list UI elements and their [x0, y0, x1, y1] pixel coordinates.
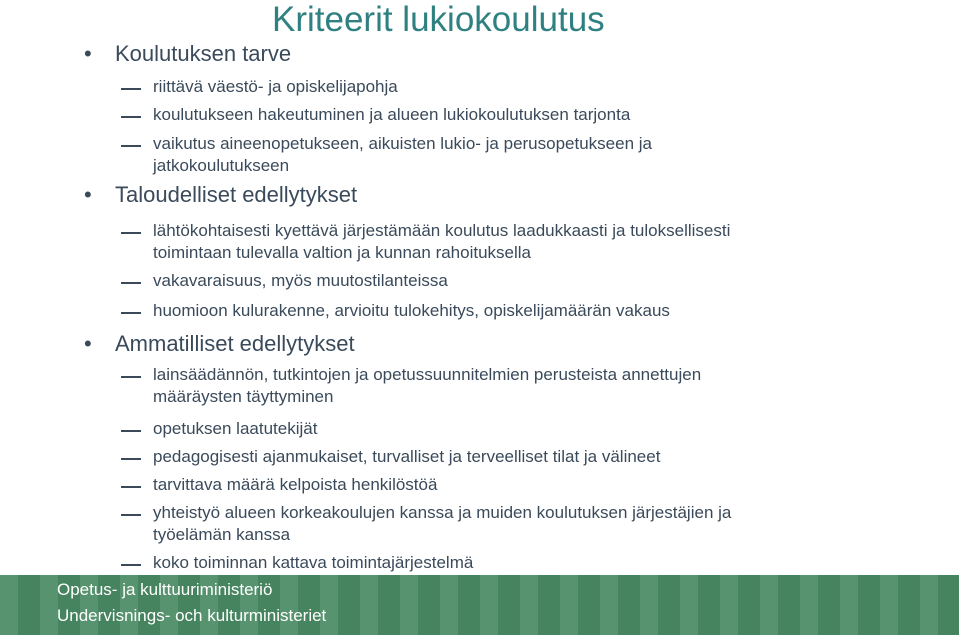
footer-banner: [0, 575, 959, 635]
list-item-text: vaikutus aineenopetukseen, aikuisten lukio- ja perusopetukseen ja: [153, 134, 652, 153]
list-item-text: vakavaraisuus, myös muutostilanteissa: [153, 271, 448, 290]
list-item-text: lähtökohtaisesti kyettävä järjestämään koulutus laadukkaasti ja tuloksellisesti: [153, 221, 731, 240]
list-item-text: koko toiminnan kattava toimintajärjestelmä: [153, 553, 474, 572]
dash-icon: [121, 282, 141, 284]
list-item-text: jatkokoulutukseen: [153, 156, 290, 175]
dash-icon: [121, 458, 141, 460]
dash-icon: [121, 145, 141, 147]
list-item-text: tarvittava määrä kelpoista henkilöstöä: [153, 475, 438, 494]
section-heading: Koulutuksen tarve: [115, 41, 292, 66]
list-item-text: toimintaan tulevalla valtion ja kunnan rahoituksella: [153, 243, 532, 262]
section-heading: Ammatilliset edellytykset: [115, 331, 355, 356]
list-item-text: koulutukseen hakeutuminen ja alueen lukiokoulutuksen tarjonta: [153, 105, 631, 124]
bullet-icon: •: [84, 182, 92, 207]
ministry-name-swedish: Undervisnings- och kulturministeriet: [57, 606, 327, 625]
page-title: Kriteerit lukiokoulutus: [272, 0, 605, 39]
dash-icon: [121, 88, 141, 90]
dash-icon: [121, 430, 141, 432]
list-item-text: huomioon kulurakenne, arvioitu tulokehitys, opiskelijamäärän vakaus: [153, 301, 670, 320]
dash-icon: [121, 312, 141, 314]
dash-icon: [121, 116, 141, 118]
bullet-icon: •: [84, 331, 92, 356]
ministry-name-finnish: Opetus- ja kulttuuriministeriö: [57, 580, 273, 599]
dash-icon: [121, 486, 141, 488]
dash-icon: [121, 376, 141, 378]
list-item-text: riittävä väestö- ja opiskelijapohja: [153, 77, 398, 96]
section-heading: Taloudelliset edellytykset: [115, 182, 358, 207]
dash-icon: [121, 514, 141, 516]
dash-icon: [121, 564, 141, 566]
bullet-icon: •: [84, 41, 92, 66]
list-item-text: pedagogisesti ajanmukaiset, turvalliset ja terveelliset tilat ja välineet: [153, 447, 661, 466]
list-item-text: yhteistyö alueen korkeakoulujen kanssa ja muiden koulutuksen järjestäjien ja: [153, 503, 732, 522]
list-item-text: lainsäädännön, tutkintojen ja opetussuunnitelmien perusteista annettujen: [153, 365, 702, 384]
list-item-text: määräysten täyttyminen: [153, 387, 334, 406]
list-item-text: työelämän kanssa: [153, 525, 291, 544]
list-item-text: opetuksen laatutekijät: [153, 419, 318, 438]
dash-icon: [121, 232, 141, 234]
